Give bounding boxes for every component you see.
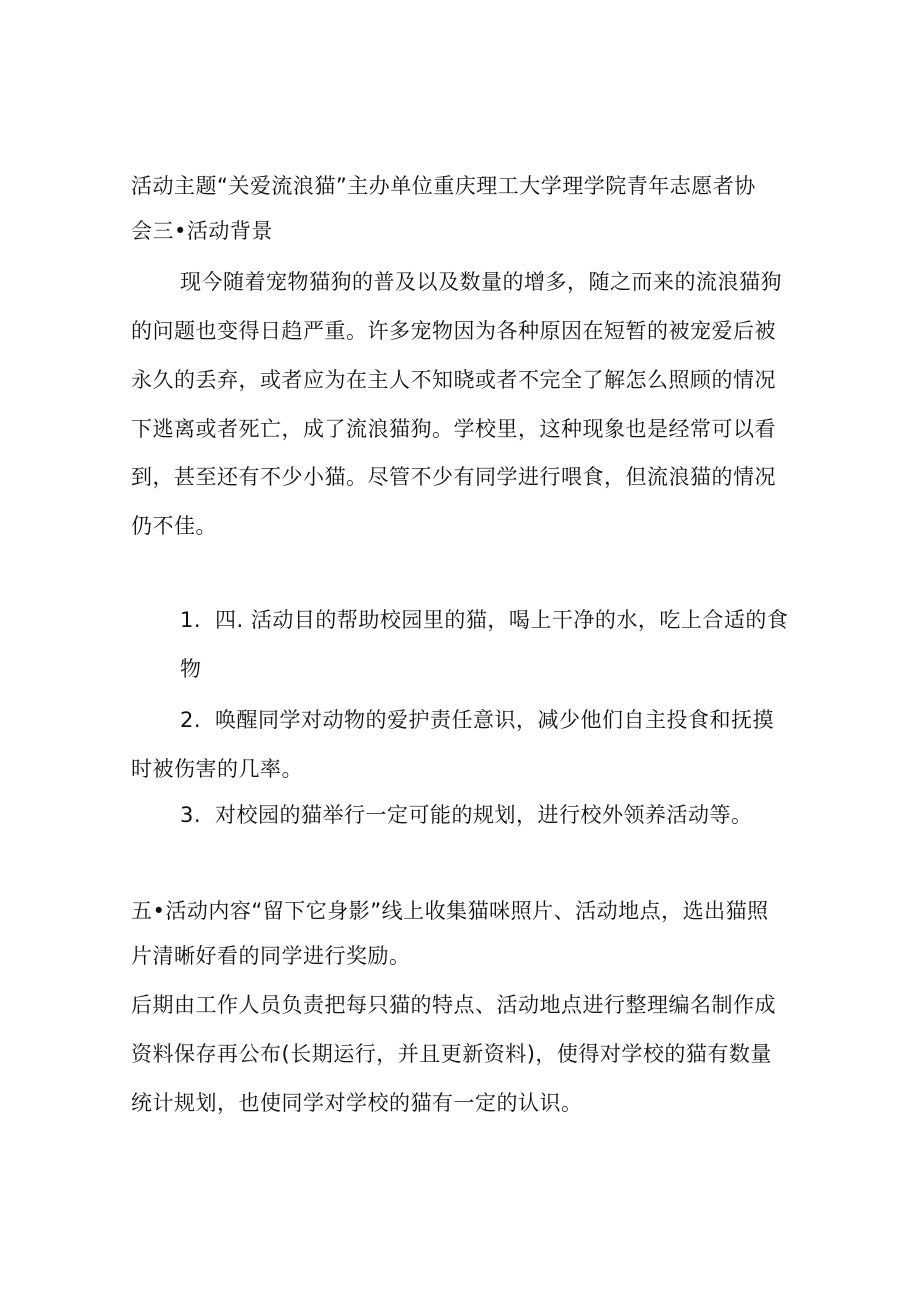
goal-text: 四. 活动目的帮助校园里的猫，喝上干净的水，吃上合适的食 [215,608,789,632]
background-line-3: 永久的丢弃，或者应为在主人不知晓或者不完全了解怎么照顾的情况 [131,368,776,392]
content-line-4: 资料保存再公布(长期运行，并且更新资料)，使得对学校的猫有数量 [131,1042,772,1066]
goal-number: 1. [180,608,202,632]
intro-line-1: 活动主题“关爱流浪猫”主办单位重庆理工大学理学院青年志愿者协 [131,174,756,198]
goal-text: 唤醒同学对动物的爱护责任意识，减少他们自主投食和抚摸 [215,708,775,732]
background-line-6: 仍不佳。 [131,514,217,538]
goal-item-2 [180,706,774,734]
goal-item-1-continued: 物 [180,657,202,681]
goal-item-3 [180,801,753,829]
background-line-5: 到，甚至还有不少小猫。尽管不少有同学进行喂食，但流浪猫的情况 [131,465,776,489]
background-line-1: 现今随着宠物猫狗的普及以及数量的增多，随之而来的流浪猫狗 [180,270,782,294]
intro-line-2: 会三•活动背景 [131,219,273,243]
content-line-2: 片清晰好看的同学进行奖励。 [131,944,411,968]
content-line-3: 后期由工作人员负责把每只猫的特点、活动地点进行整理编名制作成 [131,993,776,1017]
background-line-4: 下逃离或者死亡，成了流浪猫狗。学校里，这种现象也是经常可以看 [131,417,776,441]
goal-text: 对校园的猫举行一定可能的规划，进行校外领养活动等。 [215,803,753,827]
background-line-2: 的问题也变得日趋严重。许多宠物因为各种原因在短暂的被宠爱后被 [131,319,776,343]
goal-item-1 [180,606,788,634]
content-line-5: 统计规划，也使同学对学校的猫有一定的认识。 [131,1091,583,1115]
content-line-1: 五•活动内容“留下它身影”线上收集猫咪照片、活动地点，选出猫照 [131,899,769,923]
goal-item-2-continued: 时被伤害的几率。 [131,757,303,781]
goal-number: 3. [180,803,202,827]
goal-number: 2. [180,708,202,732]
